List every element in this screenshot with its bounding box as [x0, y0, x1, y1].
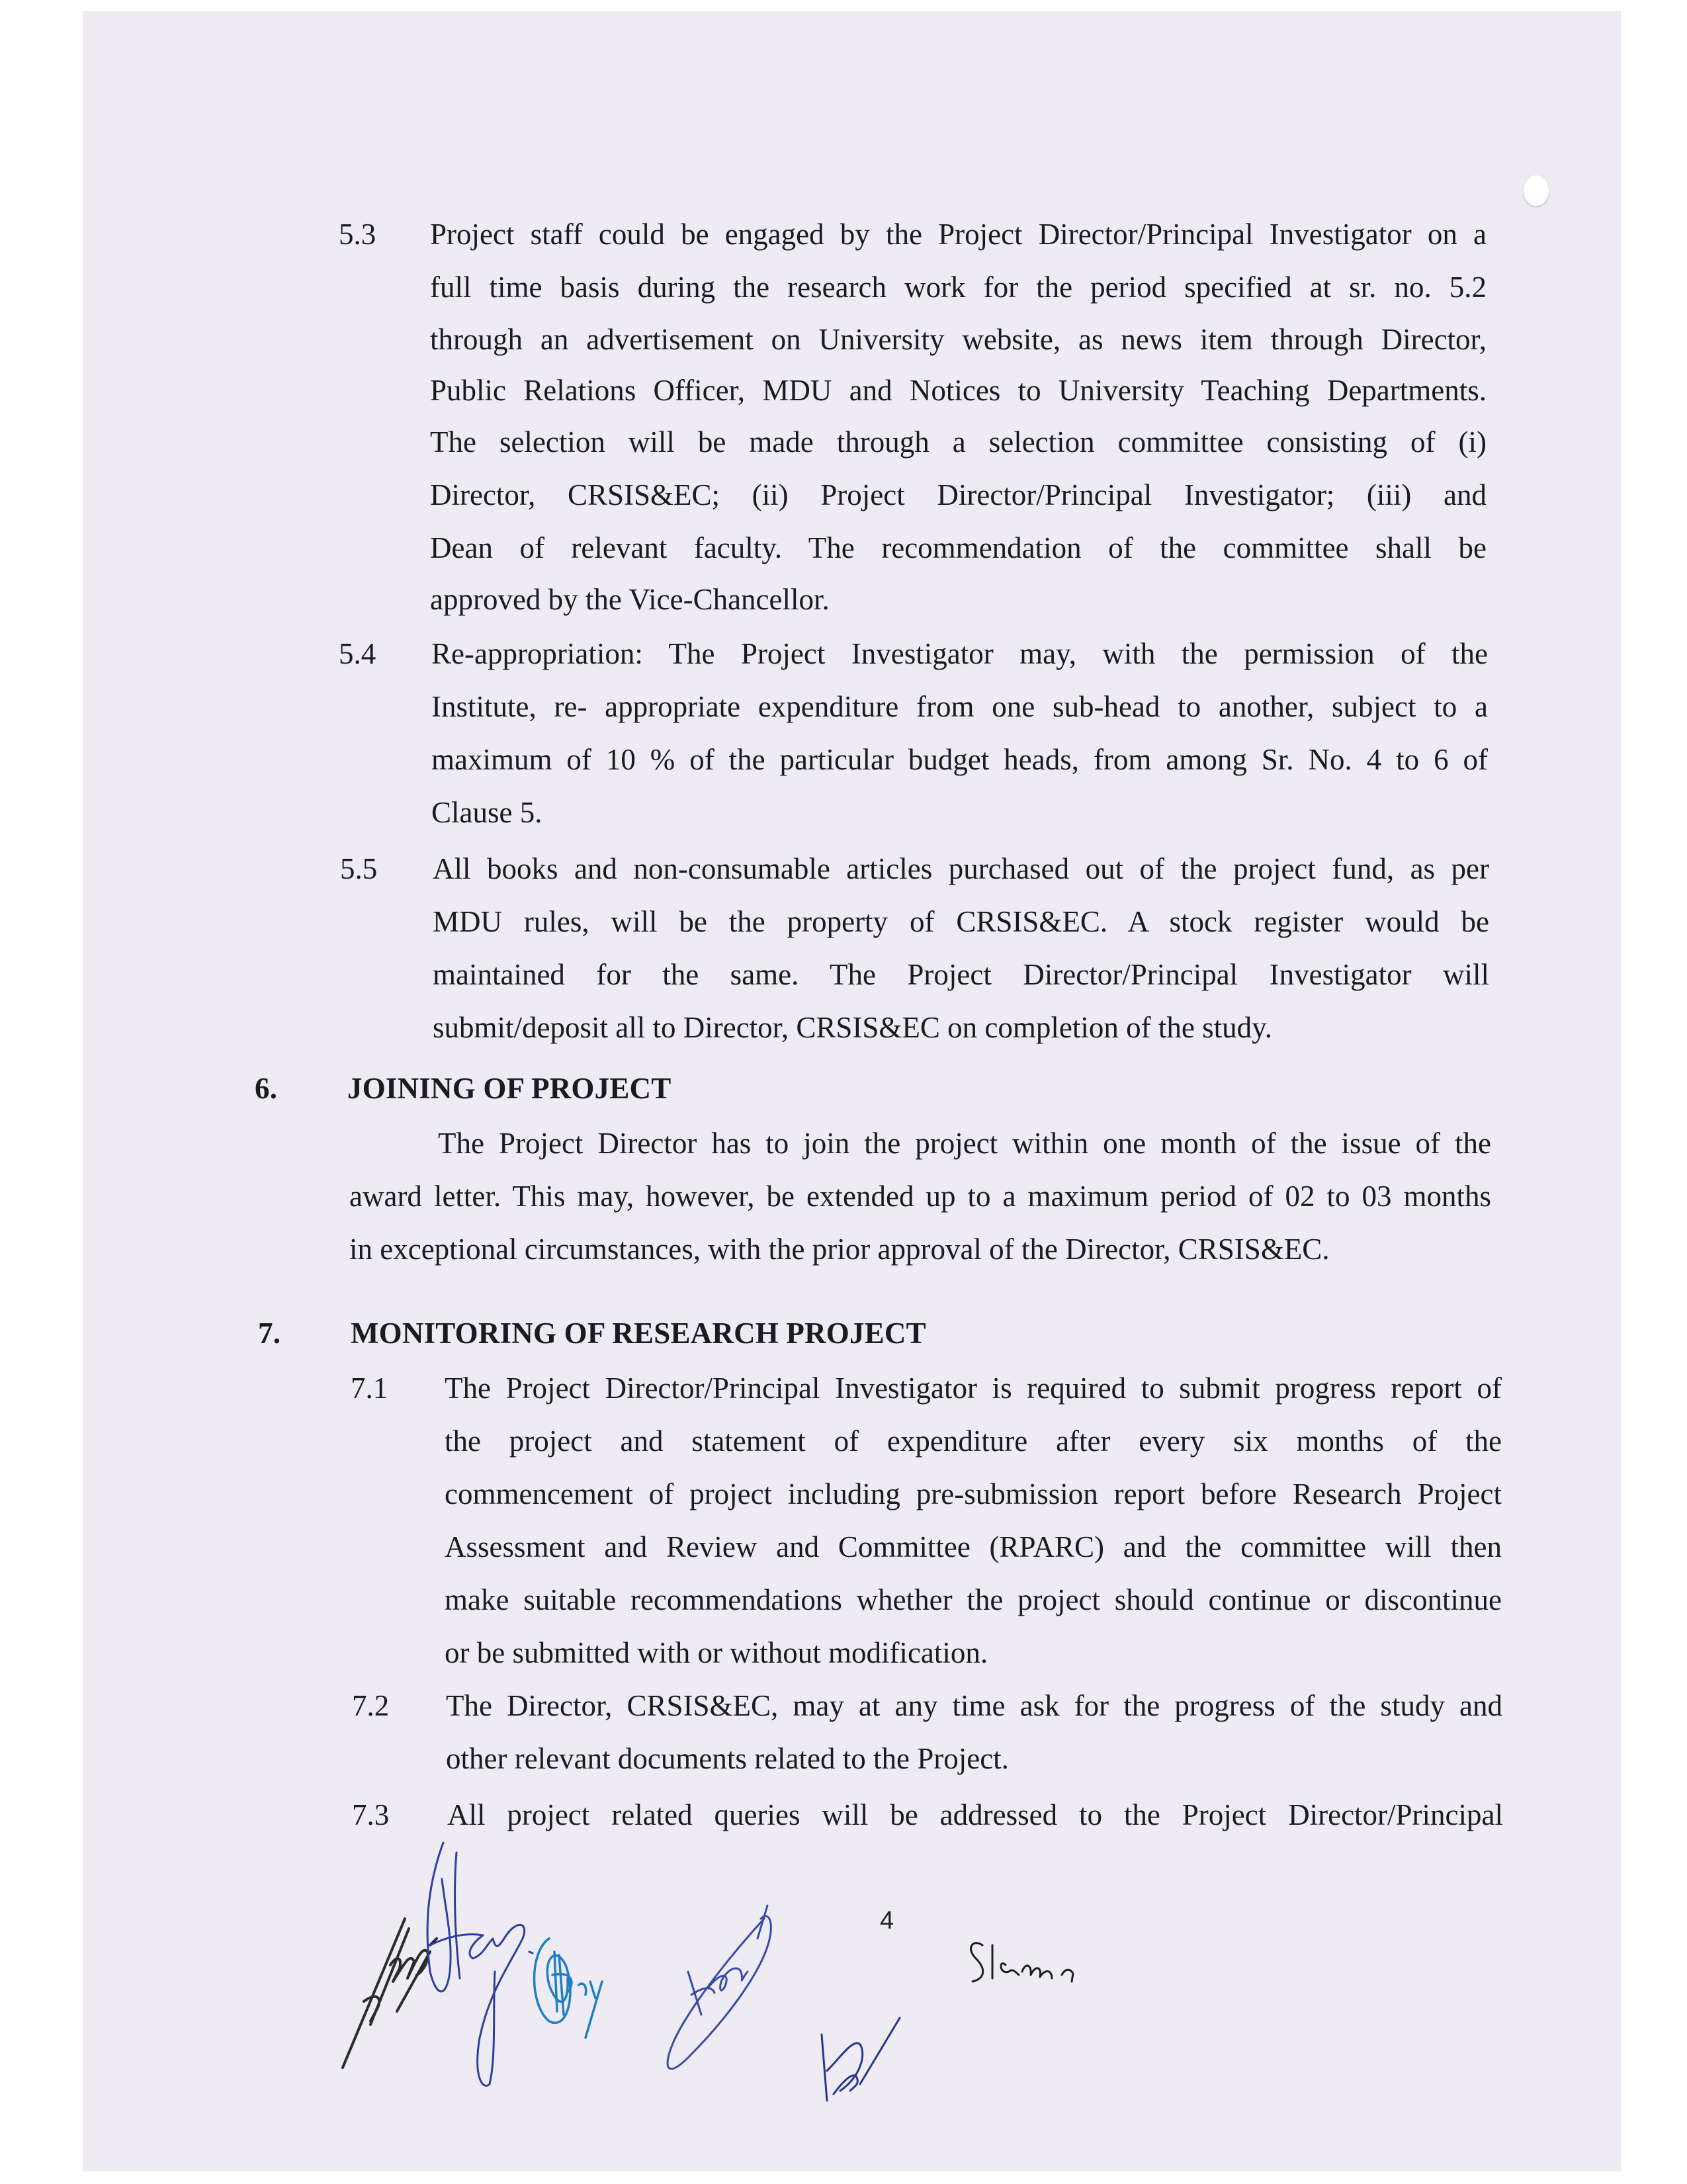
section-number: 7.: [258, 1317, 281, 1350]
clause-line: Dean of relevant faculty. The recommendation of the committee shall be: [430, 531, 1487, 564]
signature-6-icon: [822, 2018, 900, 2101]
section-number: 6.: [255, 1072, 278, 1105]
clause-line: make suitable recommendations whether the project should continue or discontinue: [445, 1583, 1502, 1616]
clause-line: Director, CRSIS&EC; (ii) Project Director/Principal Investigator; (iii) and: [430, 478, 1487, 511]
clause-line: maximum of 10 % of the particular budget heads, from among Sr. No. 4 to 6 of: [431, 743, 1488, 776]
section-line: The Project Director has to join the project within one month of the issue of the: [438, 1127, 1491, 1160]
clause-line: The Project Director/Principal Investigator is required to submit progress report of: [445, 1372, 1502, 1405]
clause-number: 7.3: [352, 1798, 390, 1831]
clause-line: All project related queries will be addressed to the Project Director/Principal: [447, 1798, 1503, 1831]
clause-line: Project staff could be engaged by the Project Director/Principal Investigator on a: [430, 218, 1487, 251]
clause-line: Assessment and Review and Committee (RPARC) and the committee will then: [445, 1530, 1502, 1563]
clause-line: the project and statement of expenditure after every six months of the: [445, 1424, 1502, 1458]
page-number: 4: [880, 1907, 894, 1935]
clause-line: maintained for the same. The Project Director/Principal Investigator will: [433, 958, 1489, 991]
signatures-block: [331, 1839, 1588, 2117]
signature-1-icon: [343, 1919, 437, 2068]
clause-line: Public Relations Officer, MDU and Notices to University Teaching Departments.: [430, 374, 1487, 407]
section-line: award letter. This may, however, be extended up to a maximum period of 02 to 03 months: [349, 1180, 1491, 1213]
clause-number: 5.4: [339, 637, 376, 670]
clause-line: Re-appropriation: The Project Investigator may, with the permission of the: [431, 637, 1488, 670]
section-heading: MONITORING OF RESEARCH PROJECT: [351, 1317, 926, 1350]
clause-line: Institute, re- appropriate expenditure from one sub-head to another, subject to a: [431, 690, 1488, 723]
clause-number: 5.3: [339, 218, 376, 251]
clause-number: 7.1: [351, 1372, 388, 1405]
clause-line: approved by the Vice-Chancellor.: [430, 583, 830, 616]
signature-2-icon: [427, 1843, 533, 2085]
signature-4-icon: [668, 1905, 771, 2069]
clause-line: full time basis during the research work for the period specified at sr. no. 5.2: [430, 271, 1487, 304]
section-heading: JOINING OF PROJECT: [347, 1072, 671, 1105]
section-line: in exceptional circumstances, with the prior approval of the Director, CRSIS&EC.: [349, 1233, 1330, 1266]
clause-line: other relevant documents related to the Project.: [446, 1742, 1009, 1775]
signature-5-icon: [971, 1943, 1073, 1982]
clause-line: The selection will be made through a selection committee consisting of (i): [430, 425, 1487, 459]
clause-line: MDU rules, will be the property of CRSIS&EC. A stock register would be: [433, 905, 1489, 938]
clause-line: or be submitted with or without modification.: [445, 1636, 988, 1669]
signature-3-icon: [535, 1939, 603, 2038]
clause-line: All books and non-consumable articles purchased out of the project fund, as per: [433, 852, 1489, 885]
clause-line: through an advertisement on University website, as news item through Director,: [430, 323, 1487, 356]
clause-line: submit/deposit all to Director, CRSIS&EC on completion of the study.: [433, 1011, 1272, 1044]
clause-line: Clause 5.: [431, 796, 542, 829]
clause-number: 5.5: [340, 852, 378, 885]
clause-line: commencement of project including pre-submission report before Research Project: [445, 1477, 1502, 1510]
clause-line: The Director, CRSIS&EC, may at any time ask for the progress of the study and: [446, 1689, 1502, 1722]
clause-number: 7.2: [352, 1689, 390, 1722]
